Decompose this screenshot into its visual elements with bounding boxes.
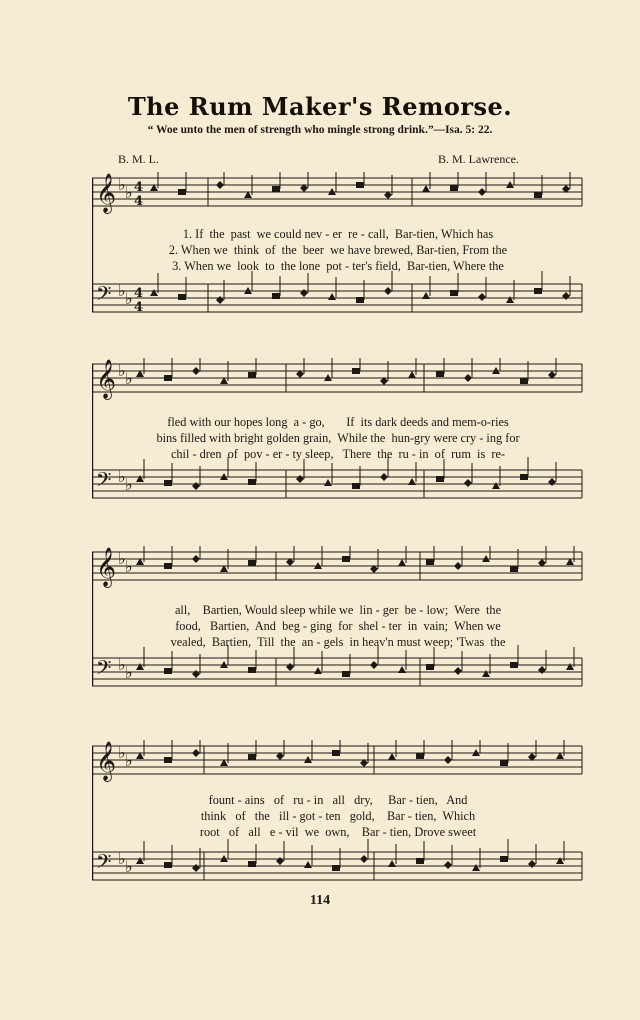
note-head — [506, 296, 514, 303]
note-head — [324, 374, 332, 381]
note-head — [164, 375, 172, 381]
lyric-line: fled with our hopes long a - go, If its dark deeds and mem-o-ries — [167, 415, 509, 429]
note-head — [352, 483, 360, 489]
note-head — [520, 474, 528, 480]
note-head — [566, 663, 574, 670]
note-head — [220, 855, 228, 862]
note-head — [464, 374, 472, 382]
note-head — [528, 860, 536, 868]
note-head — [426, 559, 434, 565]
note-head — [324, 479, 332, 486]
flat-icon: ♭ — [125, 663, 133, 682]
music-system-2 — [92, 358, 584, 508]
treble-clef-icon: 𝄞 — [96, 741, 117, 781]
flat-icon: ♭ — [118, 467, 126, 486]
note-head — [444, 756, 452, 764]
note-head — [136, 475, 144, 482]
time-signature-top: 4 — [134, 180, 144, 195]
note-head — [220, 661, 228, 668]
note-head — [482, 670, 490, 677]
note-head — [510, 566, 518, 572]
note-head — [304, 756, 312, 763]
note-head — [370, 661, 378, 669]
flat-icon: ♭ — [118, 175, 126, 194]
bass-staff — [92, 457, 582, 498]
flat-icon: ♭ — [125, 289, 133, 308]
note-head — [398, 559, 406, 566]
treble-staff — [92, 546, 582, 588]
note-head — [472, 864, 480, 871]
note-head — [296, 475, 304, 483]
time-signature-bottom: 4 — [134, 194, 144, 209]
lyric-line: 2. When we think of the beer we have brewed, Bar-tien, From the — [168, 243, 508, 257]
treble-staff — [92, 172, 582, 214]
note-head — [248, 479, 256, 485]
flat-icon: ♭ — [118, 361, 126, 380]
note-head — [538, 666, 546, 674]
time-signature-top: 4 — [134, 286, 144, 301]
note-head — [352, 368, 360, 374]
lyric-line: bins filled with bright golden grain, While the hun-gry were cry - ing for — [156, 431, 520, 445]
note-head — [136, 857, 144, 864]
note-head — [164, 757, 172, 763]
note-head — [556, 857, 564, 864]
lyric-line: root of all e - vil we own, Bar - tien, Drove sweet — [199, 825, 477, 839]
note-head — [192, 864, 200, 872]
note-head — [422, 185, 430, 192]
note-head — [450, 290, 458, 296]
note-head — [164, 668, 172, 674]
note-head — [548, 478, 556, 486]
note-head — [360, 855, 368, 863]
note-head — [248, 754, 256, 760]
note-head — [492, 367, 500, 374]
lyric-line: chil - dren of pov - er - ty sleep, There the ru - in of rum is re- — [170, 447, 506, 461]
flat-icon: ♭ — [118, 549, 126, 568]
note-head — [150, 289, 158, 296]
bass-clef-icon: 𝄢 — [96, 850, 112, 878]
music-system-1 — [92, 172, 584, 332]
treble-clef-icon: 𝄞 — [96, 173, 117, 213]
note-head — [482, 555, 490, 562]
note-head — [408, 371, 416, 378]
treble-clef-icon: 𝄞 — [96, 547, 117, 587]
note-head — [520, 378, 528, 384]
treble-clef-icon: 𝄞 — [96, 359, 117, 399]
flat-icon: ♭ — [125, 475, 133, 494]
note-head — [244, 287, 252, 294]
bass-clef-icon: 𝄢 — [96, 468, 112, 496]
note-head — [328, 293, 336, 300]
note-head — [454, 667, 462, 675]
note-head — [388, 753, 396, 760]
note-head — [562, 292, 570, 300]
note-head — [272, 293, 280, 299]
note-head — [164, 480, 172, 486]
bass-clef-icon: 𝄢 — [96, 282, 112, 310]
note-head — [422, 292, 430, 299]
note-head — [328, 188, 336, 195]
note-head — [510, 662, 518, 668]
note-head — [436, 371, 444, 377]
flat-icon: ♭ — [125, 183, 133, 202]
treble-staff — [92, 358, 582, 400]
bass-staff — [92, 645, 582, 686]
note-head — [388, 860, 396, 867]
note-head — [464, 479, 472, 487]
note-head — [300, 289, 308, 297]
note-head — [534, 288, 542, 294]
flat-icon: ♭ — [118, 743, 126, 762]
bass-staff — [92, 839, 582, 880]
note-head — [314, 667, 322, 674]
note-head — [248, 861, 256, 867]
note-head — [416, 858, 424, 864]
note-head — [416, 753, 424, 759]
note-head — [178, 294, 186, 300]
note-head — [478, 293, 486, 301]
flat-icon: ♭ — [125, 857, 133, 876]
note-head — [178, 189, 186, 195]
time-signature-bottom: 4 — [134, 300, 144, 315]
note-head — [192, 367, 200, 375]
note-head — [450, 185, 458, 191]
treble-staff — [92, 740, 582, 782]
note-head — [276, 857, 284, 865]
note-head — [500, 856, 508, 862]
note-head — [472, 749, 480, 756]
note-head — [426, 664, 434, 670]
note-head — [408, 478, 416, 485]
note-head — [216, 296, 224, 304]
note-head — [332, 865, 340, 871]
note-head — [136, 663, 144, 670]
note-head — [398, 666, 406, 673]
note-head — [534, 192, 542, 198]
flat-icon: ♭ — [118, 281, 126, 300]
lyric-line: food, Bartien, And beg - ging for shel - ter in vain; When we — [175, 619, 501, 633]
note-head — [384, 287, 392, 295]
note-head — [272, 186, 280, 192]
lyric-line: 3. When we look to the lone pot - ter's field, Bar-tien, Where the — [172, 259, 504, 273]
lyricist-credit: B. M. L. — [118, 152, 160, 166]
scripture-epigraph: “ Woe unto the men of strength who mingle strong drink.”—Isa. 5: 22. — [147, 124, 493, 136]
note-head — [380, 473, 388, 481]
note-head — [248, 560, 256, 566]
flat-icon: ♭ — [118, 849, 126, 868]
lyric-line: 1. If the past we could nev - er re - call, Bar-tien, Which has — [182, 227, 494, 241]
note-head — [192, 555, 200, 563]
note-head — [436, 476, 444, 482]
note-head — [506, 181, 514, 188]
note-head — [192, 670, 200, 678]
music-system-3 — [92, 546, 584, 696]
note-head — [500, 760, 508, 766]
lyric-line: think of the ill - got - ten gold, Bar - tien, Which — [200, 809, 476, 823]
note-head — [454, 562, 462, 570]
note-head — [342, 671, 350, 677]
note-head — [248, 372, 256, 378]
note-head — [356, 182, 364, 188]
lyric-line: vealed, Bartien, Till the an - gels in heav'n must weep; 'Twas the — [170, 635, 506, 649]
note-head — [248, 667, 256, 673]
lyric-line: all, Bartien, Would sleep while we lin - ger be - low; Were the — [174, 603, 502, 617]
note-head — [492, 482, 500, 489]
page-number: 114 — [309, 893, 331, 908]
flat-icon: ♭ — [125, 557, 133, 576]
note-head — [444, 861, 452, 869]
bass-clef-icon: 𝄢 — [96, 656, 112, 684]
note-head — [478, 188, 486, 196]
hymn-title: The Rum Maker's Remorse. — [127, 92, 513, 121]
note-head — [164, 563, 172, 569]
note-head — [192, 482, 200, 490]
note-head — [286, 663, 294, 671]
note-head — [314, 562, 322, 569]
flat-icon: ♭ — [118, 655, 126, 674]
note-head — [342, 556, 350, 562]
lyric-line: fount - ains of ru - in all dry, Bar - tien, And — [208, 793, 468, 807]
composer-credit: B. M. Lawrence. — [438, 152, 519, 166]
note-head — [164, 862, 172, 868]
note-head — [216, 181, 224, 189]
flat-icon: ♭ — [125, 369, 133, 388]
note-head — [304, 861, 312, 868]
flat-icon: ♭ — [125, 751, 133, 770]
note-head — [192, 749, 200, 757]
note-head — [356, 297, 364, 303]
music-system-4 — [92, 740, 584, 890]
note-head — [220, 473, 228, 480]
note-head — [332, 750, 340, 756]
bass-staff — [92, 271, 582, 315]
